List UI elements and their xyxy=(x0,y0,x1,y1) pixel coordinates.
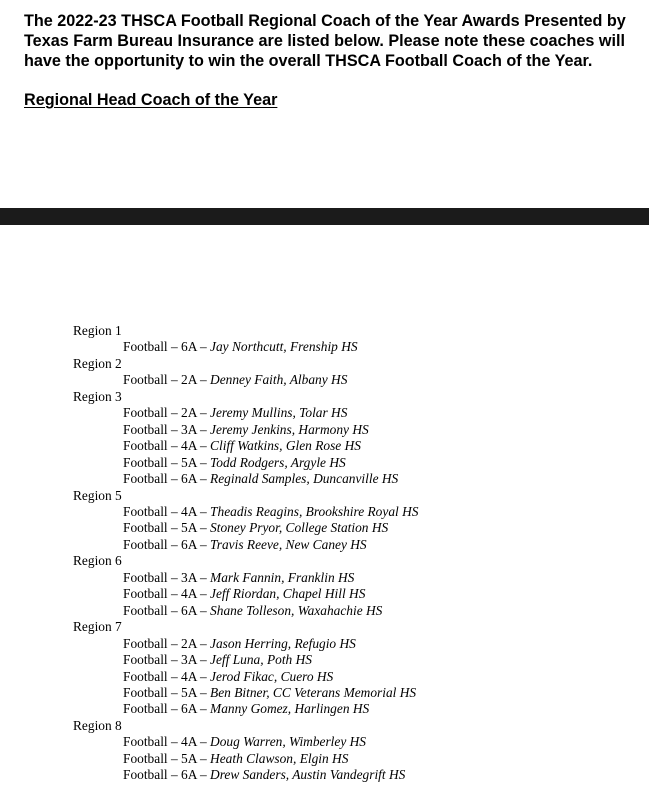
region-block xyxy=(73,323,418,356)
region-label: Region 6 xyxy=(73,553,122,569)
award-line xyxy=(73,339,418,355)
award-line xyxy=(73,438,418,454)
award-line xyxy=(73,405,418,421)
coach-name: Todd Rodgers, Argyle HS xyxy=(210,454,346,470)
coach-name: Jay Northcutt, Frenship HS xyxy=(210,339,358,355)
award-line xyxy=(73,455,418,471)
region-block xyxy=(73,389,418,488)
award-category: Football – 5A – xyxy=(123,520,211,536)
award-line xyxy=(73,685,418,701)
award-category: Football – 6A – xyxy=(123,602,211,618)
coach-name: Theadis Reagins, Brookshire Royal HS xyxy=(210,503,419,519)
award-line xyxy=(73,422,418,438)
coach-name: Mark Fannin, Franklin HS xyxy=(210,569,355,585)
award-category: Football – 4A – xyxy=(123,734,211,750)
award-category: Football – 3A – xyxy=(123,421,211,437)
award-category: Football – 4A – xyxy=(123,438,211,454)
coach-name: Reginald Samples, Duncanville HS xyxy=(210,471,399,487)
award-category: Football – 4A – xyxy=(123,503,211,519)
region-label: Region 3 xyxy=(73,388,122,404)
award-line xyxy=(73,652,418,668)
coach-name: Jeremy Jenkins, Harmony HS xyxy=(210,421,369,437)
award-line xyxy=(73,504,418,520)
award-category: Football – 2A – xyxy=(123,372,211,388)
award-line xyxy=(73,570,418,586)
award-category: Football – 4A – xyxy=(123,668,211,684)
award-category: Football – 2A – xyxy=(123,635,211,651)
award-line xyxy=(73,636,418,652)
award-category: Football – 4A – xyxy=(123,586,211,602)
award-line xyxy=(73,520,418,536)
award-line xyxy=(73,471,418,487)
coach-name: Ben Bitner, CC Veterans Memorial HS xyxy=(210,684,417,700)
award-category: Football – 6A – xyxy=(123,471,211,487)
award-category: Football – 5A – xyxy=(123,750,211,766)
award-category: Football – 6A – xyxy=(123,701,211,717)
region-list xyxy=(73,323,418,784)
coach-name: Jeff Riordan, Chapel Hill HS xyxy=(210,586,366,602)
region-block xyxy=(73,619,418,718)
award-category: Football – 6A – xyxy=(123,536,211,552)
section-heading: Regional Head Coach of the Year xyxy=(24,91,278,109)
award-line xyxy=(73,669,418,685)
award-line xyxy=(73,734,418,750)
region-block xyxy=(73,553,418,619)
coach-name: Drew Sanders, Austin Vandegrift HS xyxy=(210,767,406,783)
award-line xyxy=(73,537,418,553)
award-category: Football – 2A – xyxy=(123,405,211,421)
award-line xyxy=(73,586,418,602)
award-category: Football – 3A – xyxy=(123,569,211,585)
coach-name: Cliff Watkins, Glen Rose HS xyxy=(210,438,361,454)
region-block xyxy=(73,488,418,554)
award-line xyxy=(73,751,418,767)
coach-name: Doug Warren, Wimberley HS xyxy=(210,734,367,750)
award-line xyxy=(73,372,418,388)
region-label: Region 2 xyxy=(73,355,122,371)
intro-paragraph: The 2022-23 THSCA Football Regional Coach of the Year Awards Presented by Texas Farm Bureau Insurance are listed below. Please note these coaches will have the opportunity to win the overall THSCA Football Coach of the Year. xyxy=(24,12,626,70)
coach-name: Jeremy Mullins, Tolar HS xyxy=(210,405,348,421)
award-line xyxy=(73,701,418,717)
award-category: Football – 3A – xyxy=(123,652,211,668)
coach-name: Jerod Fikac, Cuero HS xyxy=(210,668,334,684)
region-label: Region 5 xyxy=(73,487,122,503)
coach-name: Jason Herring, Refugio HS xyxy=(210,635,356,651)
region-block xyxy=(73,718,418,784)
coach-name: Heath Clawson, Elgin HS xyxy=(210,750,349,766)
divider-band xyxy=(0,208,649,225)
award-category: Football – 5A – xyxy=(123,454,211,470)
award-category: Football – 6A – xyxy=(123,339,211,355)
coach-name: Jeff Luna, Poth HS xyxy=(210,652,312,668)
region-label: Region 7 xyxy=(73,619,122,635)
region-label: Region 1 xyxy=(73,323,122,338)
coach-name: Travis Reeve, New Caney HS xyxy=(210,536,367,552)
award-line xyxy=(73,603,418,619)
coach-name: Manny Gomez, Harlingen HS xyxy=(210,701,370,717)
coach-name: Shane Tolleson, Waxahachie HS xyxy=(210,602,383,618)
award-category: Football – 5A – xyxy=(123,684,211,700)
award-line xyxy=(73,767,418,783)
region-block xyxy=(73,356,418,389)
coach-name: Denney Faith, Albany HS xyxy=(210,372,348,388)
region-label: Region 8 xyxy=(73,717,122,733)
coach-name: Stoney Pryor, College Station HS xyxy=(210,520,389,536)
award-category: Football – 6A – xyxy=(123,767,211,783)
